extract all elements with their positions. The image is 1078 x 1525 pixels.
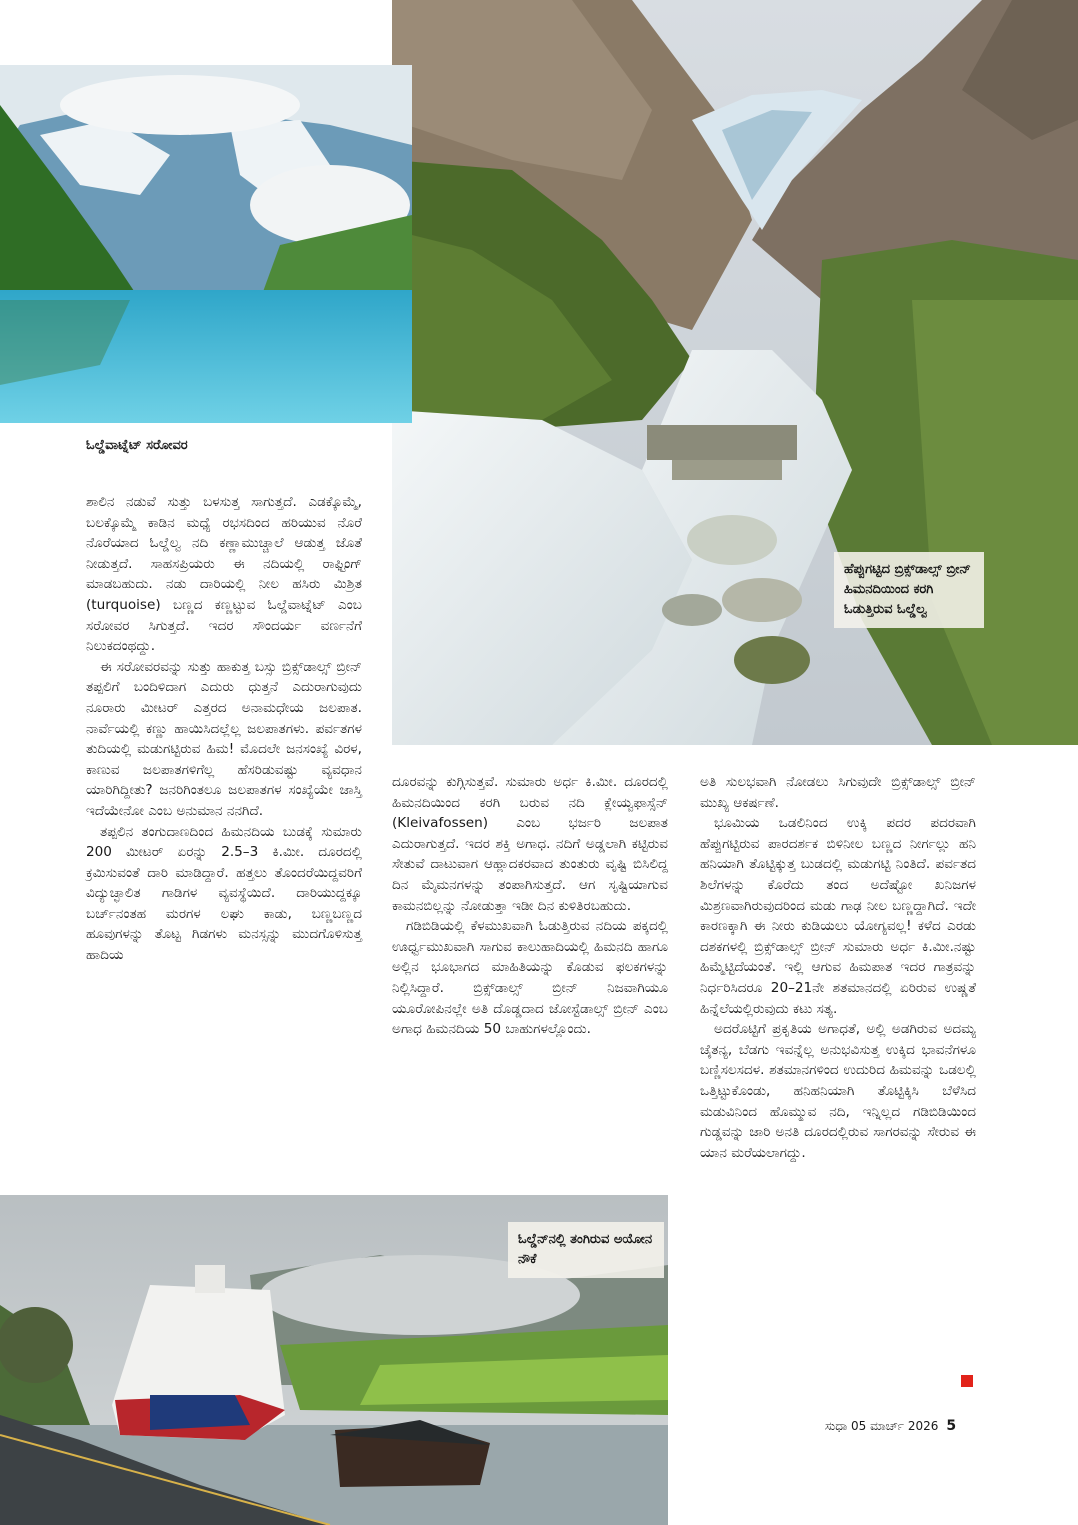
page-footer bbox=[825, 1418, 956, 1434]
col3-paragraph-2: ಭೂಮಿಯ ಒಡಲಿನಿಂದ ಉಕ್ಕಿ ಪದರ ಪದರವಾಗಿ ಹೆಪ್ಪುಗಟ್ಟಿರುವ ಪಾರದರ್ಶಕ ಬಿಳಿನೀಲ ಬಣ್ಣದ ನೀರ್ಗಲ್ಲು ಹನಿ ಹನಿಯಾಗಿ ತೊಟ್ಟಿಕ್ಕುತ್ತ ಬುಡದಲ್ಲಿ ಮಡುಗಟ್ಟಿ ನಿಂತಿದೆ. ಪರ್ವತದ ಶಿಲೆಗಳನ್ನು ಕೊರೆದು ತಂದ ಅದೆಷ್ಟೋ ಖನಿಜಗಳ ಮಿಶ್ರಣವಾಗಿರುವುದರಿಂದ ಮಡು ಗಾಢ ನೀಲ ಬಣ್ಣದ್ದಾಗಿದೆ. ಇದೇ ಕಾರಣಕ್ಕಾಗಿ ಈ ನೀರು ಕುಡಿಯಲು ಯೋಗ್ಯವಲ್ಲ! ಕಳೆದ ಎರಡು ದಶಕಗಳಲ್ಲಿ ಬ್ರಿಕ್ಸ್‌ಡಾಲ್ಸ್ ಬ್ರೀನ್ ಸುಮಾರು ಅರ್ಧ ಕಿ.ಮೀ.ನಷ್ಟು ಹಿಮ್ಮೆಟ್ಟಿದೆಯಂತೆ. ಇಲ್ಲಿ ಆಗುವ ಹಿಮಪಾತ ಇದರ ಗಾತ್ರವನ್ನು ನಿರ್ಧರಿಸಿದರೂ 20–21ನೇ ಶತಮಾನದಲ್ಲಿ ಏರಿರುವ ಉಷ್ಣತೆ ಹಿನ್ನೆಲೆಯಲ್ಲಿರುವುದು ಕಟು ಸತ್ಯ. bbox=[700, 815, 976, 1017]
col2-paragraph-2: ಗಡಿಬಿಡಿಯಲ್ಲಿ ಕೆಳಮುಖವಾಗಿ ಓಡುತ್ತಿರುವ ನದಿಯ ಪಕ್ಕದಲ್ಲಿ ಊರ್ಧ್ವಮುಖವಾಗಿ ಸಾಗುವ ಕಾಲುಹಾದಿಯಲ್ಲಿ ಹಿಮನದಿ ಹಾಗೂ ಅಲ್ಲಿನ ಭೂಭಾಗದ ಮಾಹಿತಿಯನ್ನು ಕೊಡುವ ಫಲಕಗಳನ್ನು ನಿಲ್ಲಿಸಿದ್ದಾರೆ. ಬ್ರಿಕ್ಸ್‌ಡಾಲ್ಸ್ ಬ್ರೀನ್ ನಿಜವಾಗಿಯೂ ಯೂರೋಪಿನಲ್ಲೇ ಅತಿ ದೊಡ್ಡದಾದ ಜೋಸ್ಟೆಡಾಲ್ಸ್ ಬ್ರೀನ್ ಎಂಬ ಅಗಾಧ ಹಿಮನದಿಯ 50 ಬಾಹುಗಳಲ್ಲೊಂದು. bbox=[392, 918, 668, 1038]
magazine-date: ಸುಧಾ 05 ಮಾರ್ಚ್ 2026 bbox=[825, 1419, 939, 1433]
olden-lake-caption: ಓಲ್ಡೆವಾಟ್ನೆಟ್ ಸರೋವರ bbox=[86, 438, 188, 453]
olden-lake-photo bbox=[0, 65, 412, 423]
col1-paragraph-2: ಈ ಸರೋವರವನ್ನು ಸುತ್ತು ಹಾಕುತ್ತ ಬಸ್ಸು ಬ್ರಿಕ್ಸ್‌ಡಾಲ್ಸ್ ಬ್ರೀನ್ ತಪ್ಪಲಿಗೆ ಬಂದಿಳಿದಾಗ ಎದುರು ಧುತ್ತನೆ ಎದುರಾಗುವುದು ನೂರಾರು ಮೀಟರ್ ಎತ್ತರದ ಅನಾಮಧೇಯ ಜಲಪಾತ. ನಾರ್ವೆಯಲ್ಲಿ ಕಣ್ಣು ಹಾಯಿಸಿದಲ್ಲೆಲ್ಲ ಜಲಪಾತಗಳು. ಪರ್ವತಗಳ ತುದಿಯಲ್ಲಿ ಮಡುಗಟ್ಟಿರುವ ಹಿಮ! ಮೊದಲೇ ಜನಸಂಖ್ಯೆ ವಿರಳ, ಕಾಣುವ ಜಲಪಾತಗಳಿಗೆಲ್ಲ ಹೆಸರಿಡುವಷ್ಟು ವ್ಯವಧಾನ ಯಾರಿಗಿದ್ದೀತು? ಜನರಿಗಿಂತಲೂ ಜಲಪಾತಗಳ ಸಂಖ್ಯೆಯೇ ಜಾಸ್ತಿ ಇದೆಯೇನೋ ಎಂಬ ಅನುಮಾನ ನನಗಿದೆ. bbox=[86, 658, 362, 819]
glacier-river-photo bbox=[392, 0, 1078, 745]
col3-paragraph-3: ಅದರೊಟ್ಟಿಗೆ ಪ್ರಕೃತಿಯ ಅಗಾಧತೆ, ಅಲ್ಲಿ ಅಡಗಿರುವ ಅದಮ್ಯ ಚೈತನ್ಯ, ಬೆಡಗು ಇವನ್ನೆಲ್ಲ ಅನುಭವಿಸುತ್ತ ಉಕ್ಕಿದ ಭಾವನೆಗಳೂ ಬಣ್ಣಿಸಲಸದಳ. ಶತಮಾನಗಳಿಂದ ಉದುರಿದ ಹಿಮವನ್ನು ಒಡಲಲ್ಲಿ ಒತ್ತಿಟ್ಟುಕೊಂಡು, ಹನಿಹನಿಯಾಗಿ ತೊಟ್ಟಿಕ್ಕಿಸಿ ಬೆಳೆಸಿದ ಮಡುವಿನಿಂದ ಹೊಮ್ಮುವ ನದಿ, ಇನ್ನಿಲ್ಲದ ಗಡಿಬಿಡಿಯಿಂದ ಗುಡ್ಡವನ್ನು ಜಾರಿ ಅನತಿ ದೂರದಲ್ಲಿರುವ ಸಾಗರವನ್ನು ಸೇರುವ ಈ ಯಾನ ಮರೆಯಲಾಗದ್ದು. bbox=[700, 1021, 976, 1161]
article-column-1 bbox=[86, 492, 362, 966]
article-column-3 bbox=[700, 772, 976, 1163]
article-column-2 bbox=[392, 772, 668, 1040]
col1-paragraph-3: ತಪ್ಪಲಿನ ತಂಗುದಾಣದಿಂದ ಹಿಮನದಿಯ ಬುಡಕ್ಕೆ ಸುಮಾರು 200 ಮೀಟರ್ ಏರನ್ನು 2.5–3 ಕಿ.ಮೀ. ದೂರದಲ್ಲಿ ಕ್ರಮಿಸುವಂತೆ ದಾರಿ ಮಾಡಿದ್ದಾರೆ. ಹತ್ತಲು ತೊಂದರೆಯಿದ್ದವರಿಗೆ ವಿದ್ಯುಚ್ಛಾಲಿತ ಗಾಡಿಗಳ ವ್ಯವಸ್ಥೆಯಿದೆ. ದಾರಿಯುದ್ದಕ್ಕೂ ಬರ್ಚ್‌ನಂತಹ ಮರಗಳ ಲಘು ಕಾಡು, ಬಣ್ಣಬಣ್ಣದ ಹೂವುಗಳನ್ನು ತೊಟ್ಟ ಗಿಡಗಳು ಮನಸ್ಸನ್ನು ಮುದಗೊಳಿಸುತ್ತ ಹಾದಿಯ bbox=[86, 823, 362, 964]
ship-caption: ಓಲ್ಡೆನ್‌ನಲ್ಲಿ ತಂಗಿರುವ ಅಯೋನ ನೌಕೆ bbox=[508, 1222, 664, 1278]
col3-paragraph-1: ಅತಿ ಸುಲಭವಾಗಿ ನೋಡಲು ಸಿಗುವುದೇ ಬ್ರಿಕ್ಸ್‌ಡಾಲ್ಸ್ ಬ್ರೀನ್ ಮುಖ್ಯ ಆಕರ್ಷಣೆ. bbox=[700, 774, 976, 811]
article-end-mark bbox=[961, 1375, 973, 1387]
col2-paragraph-1: ದೂರವನ್ನು ಕುಗ್ಗಿಸುತ್ತವೆ. ಸುಮಾರು ಅರ್ಧ ಕಿ.ಮೀ. ದೂರದಲ್ಲಿ ಹಿಮನದಿಯಿಂದ ಕರಗಿ ಬರುವ ನದಿ ಕ್ಲೇಯ್ವಫಾಸ್ಸೆನ್ (Kleivafossen) ಎಂಬ ಭರ್ಜರಿ ಜಲಪಾತ ಎದುರಾಗುತ್ತದೆ. ಇದರ ಶಕ್ತಿ ಅಗಾಧ. ನದಿಗೆ ಅಡ್ಡಲಾಗಿ ಕಟ್ಟಿರುವ ಸೇತುವೆ ದಾಟುವಾಗ ಆಹ್ಲಾದಕರವಾದ ತುಂತುರು ವೃಷ್ಟಿ ಬಿಸಿಲಿದ್ದ ದಿನ ಮೈಮನಗಳನ್ನು ತಂಪಾಗಿಸುತ್ತದೆ. ಆಗ ಸೃಷ್ಟಿಯಾಗುವ ಕಾಮನಬಿಲ್ಲನ್ನು ನೋಡುತ್ತಾ ಇಡೀ ದಿನ ಕುಳಿತಿರಬಹುದು. bbox=[392, 774, 668, 914]
page-number: 5 bbox=[946, 1418, 957, 1434]
river-caption: ಹೆಪ್ಪುಗಟ್ಟಿದ ಬ್ರಿಕ್ಸ್‌ಡಾಲ್ಸ್ ಬ್ರೀನ್ ಹಿಮನದಿಯಿಂದ ಕರಗಿ ಓಡುತ್ತಿರುವ ಓಲ್ಡೆಲ್ವ bbox=[834, 552, 984, 628]
col1-paragraph-1: ಶಾಲಿನ ನಡುವೆ ಸುತ್ತು ಬಳಸುತ್ತ ಸಾಗುತ್ತದೆ. ಎಡಕ್ಕೊಮ್ಮೆ, ಬಲಕ್ಕೊಮ್ಮೆ ಕಾಡಿನ ಮಧ್ಯೆ ರಭಸದಿಂದ ಹರಿಯುವ ನೊರೆ ನೊರೆಯಾದ ಓಲ್ಡೆಲ್ವ ನದಿ ಕಣ್ಣಾಮುಚ್ಚಾಲೆ ಆಡುತ್ತ ಜೊತೆ ನೀಡುತ್ತದೆ. ಸಾಹಸಪ್ರಿಯರು ಈ ನದಿಯಲ್ಲಿ ರಾಫ್ಟಿಂಗ್ ಮಾಡಬಹುದು. ನಡು ದಾರಿಯಲ್ಲಿ ನೀಲ ಹಸಿರು ಮಿಶ್ರಿತ (turquoise) ಬಣ್ಣದ ಕಣ್ಣಟ್ಟುವ ಓಲ್ಡೆವಾಟ್ನೆಟ್ ಎಂಬ ಸರೋವರ ಸಿಗುತ್ತದೆ. ಇದರ ಸೌಂದರ್ಯ ವರ್ಣನೆಗೆ ನಿಲುಕದಂಥದ್ದು. bbox=[86, 494, 362, 655]
